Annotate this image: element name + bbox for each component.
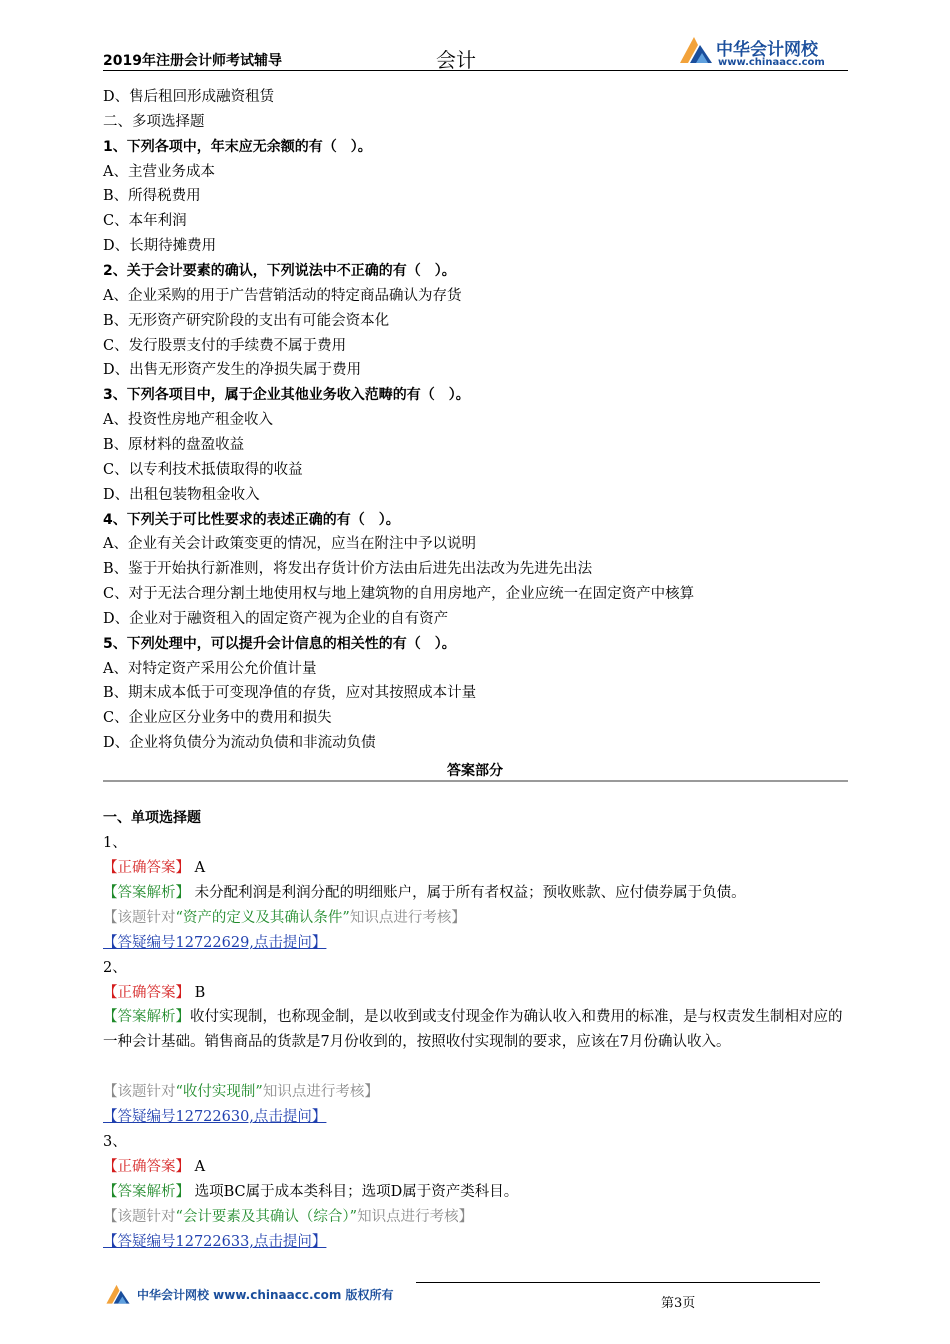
kp-name: “收付实现制” <box>175 1084 263 1100</box>
logo-mark-icon <box>676 33 716 69</box>
correct-answer-value: A <box>194 1159 206 1175</box>
answer-item-number: 3、 <box>103 1134 127 1150</box>
question-option: D、售后租回形成融资租赁 <box>103 89 275 105</box>
question-option: C、企业应区分业务中的费用和损失 <box>103 710 332 727</box>
question-option: C、以专利技术抵债取得的收益 <box>103 461 303 478</box>
question-stem: 3、下列各项目中，属于企业其他业务收入范畴的有（ ）。 <box>103 387 470 404</box>
correct-label: 正确答案 <box>117 985 176 1001</box>
ask-question-link[interactable]: 【答疑编号12722629,点击提问】 <box>103 935 327 951</box>
answer-divider <box>103 780 848 782</box>
question-option: B、鉴于开始执行新准则，将发出存货计价方法由后进先出法改为先进先出法 <box>103 561 593 578</box>
ask-question-link[interactable]: 【答疑编号12722633,点击提问】 <box>103 1234 327 1250</box>
footer-copyright: 中华会计网校 www.chinaacc.com 版权所有 <box>137 1288 394 1302</box>
analysis-row: 【答案解析】收付实现制，也称现金制，是以收到或支付现金作为确认收入和费用的标准，是与权责发生制相对应的一种会计基础。销售商品的货款是7月份收到的，按照收付实现制的要求，应该在7月份确认收入。 <box>103 1009 843 1050</box>
kp-prefix: 【该题针对 <box>103 1209 176 1225</box>
knowledge-point-row <box>103 1082 379 1102</box>
question-option: C、本年利润 <box>103 213 187 230</box>
question-option: D、长期待摊费用 <box>103 238 217 255</box>
brand-logo <box>676 33 851 73</box>
question-option: B、无形资产研究阶段的支出有可能会资本化 <box>103 312 390 329</box>
analysis-label: 答案解析 <box>117 885 176 901</box>
answer-section-heading: 一、单项选择题 <box>103 810 201 826</box>
correct-answer-row: 【正确答案】 A <box>103 1159 206 1175</box>
question-option: B、原材料的盘盈收益 <box>103 436 245 453</box>
correct-answer-value: A <box>194 860 206 876</box>
kp-name: “会计要素及其确认（综合）” <box>175 1209 358 1225</box>
knowledge-point-row <box>103 1207 473 1227</box>
header-divider <box>103 70 848 71</box>
analysis-text: 收付实现制，也称现金制，是以收到或支付现金作为确认收入和费用的标准，是与权责发生制相对应的一种会计基础。销售商品的货款是7月份收到的，按照收付实现制的要求，应该在7月份确认收入。 <box>103 1009 843 1050</box>
logo-name: 中华会计网校 <box>716 40 818 60</box>
footer-divider <box>416 1282 820 1283</box>
question-stem: 5、下列处理中，可以提升会计信息的相关性的有（ ）。 <box>103 635 456 652</box>
kp-name: “资产的定义及其确认条件” <box>175 910 350 926</box>
analysis-row: 【答案解析】 未分配利润是利润分配的明细账户，属于所有者权益；预收账款、应付债券属于负债。 <box>103 885 746 901</box>
question-option: A、主营业务成本 <box>103 163 215 180</box>
kp-suffix: 知识点进行考核】 <box>357 1209 474 1225</box>
question-option: B、所得税费用 <box>103 188 201 205</box>
answer-item-number: 1、 <box>103 835 127 851</box>
question-option: B、期末成本低于可变现净值的存货，应对其按照成本计量 <box>103 685 477 702</box>
header-subject: 会计 <box>436 48 476 72</box>
question-stem: 2、关于会计要素的确认，下列说法中不正确的有（ ）。 <box>103 263 456 279</box>
question-option: C、对于无法合理分割土地使用权与地上建筑物的自用房地产，企业应统一在固定资产中核算 <box>103 586 695 602</box>
question-option: A、企业采购的用于广告营销活动的特定商品确认为存货 <box>103 287 462 304</box>
correct-answer-row: 【正确答案】 B <box>103 985 206 1001</box>
kp-prefix: 【该题针对 <box>103 910 176 926</box>
answer-section-title: 答案部分 <box>447 763 503 779</box>
analysis-text: 选项BC属于成本类科目；选项D属于资产类科目。 <box>194 1184 519 1200</box>
question-option: A、对特定资产采用公允价值计量 <box>103 660 317 677</box>
kp-prefix: 【该题针对 <box>103 1084 176 1100</box>
answer-item-number: 2、 <box>103 960 127 976</box>
question-option: 二、多项选择题 <box>103 113 205 130</box>
question-stem: 1、下列各项中，年末应无余额的有（ ）。 <box>103 138 372 155</box>
question-option: D、出售无形资产发生的净损失属于费用 <box>103 362 362 379</box>
correct-label: 正确答案 <box>117 860 176 876</box>
question-option: A、企业有关会计政策变更的情况，应当在附注中予以说明 <box>103 536 476 553</box>
ask-question-link[interactable]: 【答疑编号12722630,点击提问】 <box>103 1109 327 1125</box>
page-number: 第3页 <box>661 1296 696 1311</box>
question-option: D、出租包装物租金收入 <box>103 486 260 503</box>
analysis-label: 答案解析 <box>117 1009 176 1025</box>
analysis-text: 未分配利润是利润分配的明细账户，属于所有者权益；预收账款、应付债券属于负债。 <box>194 885 746 901</box>
logo-url: www.chinaacc.com <box>718 57 825 68</box>
knowledge-point-row <box>103 908 466 928</box>
question-option: A、投资性房地产租金收入 <box>103 412 273 429</box>
kp-suffix: 知识点进行考核】 <box>262 1084 379 1100</box>
question-option: D、企业将负债分为流动负债和非流动负债 <box>103 735 376 752</box>
question-stem: 4、下列关于可比性要求的表述正确的有（ ）。 <box>103 511 400 528</box>
correct-answer-value: B <box>194 985 206 1001</box>
correct-label: 正确答案 <box>117 1159 176 1175</box>
question-option: D、企业对于融资租入的固定资产视为企业的自有资产 <box>103 610 449 627</box>
correct-answer-row: 【正确答案】 A <box>103 860 206 876</box>
kp-suffix: 知识点进行考核】 <box>349 910 466 926</box>
analysis-row: 【答案解析】 选项BC属于成本类科目；选项D属于资产类科目。 <box>103 1184 519 1200</box>
question-option: C、发行股票支付的手续费不属于费用 <box>103 337 347 354</box>
footer-brand <box>103 1282 423 1308</box>
footer-logo-icon <box>103 1282 133 1308</box>
header-course-title: 2019年注册会计师考试辅导 <box>103 53 282 69</box>
analysis-label: 答案解析 <box>117 1184 176 1200</box>
